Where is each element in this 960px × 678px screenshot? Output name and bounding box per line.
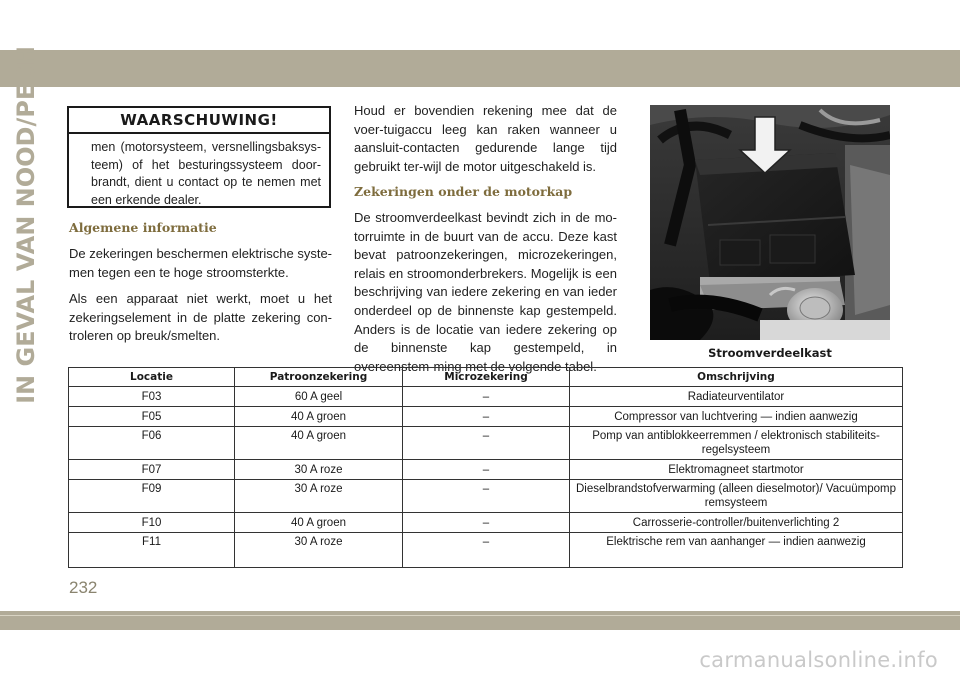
- cell-micro-fuse: –: [403, 387, 570, 407]
- cell-micro-fuse: –: [403, 480, 570, 513]
- table-row: [69, 513, 903, 533]
- photo-caption: Stroomverdeelkast: [708, 346, 832, 360]
- cell-description: Elektromagneet startmotor: [570, 460, 903, 480]
- table-row: [69, 460, 903, 480]
- cell-location: F07: [69, 460, 235, 480]
- table-row: [69, 533, 903, 568]
- cell-location: F09: [69, 480, 235, 513]
- table-row: [69, 480, 903, 513]
- cell-cartridge-fuse: 30 A roze: [235, 460, 403, 480]
- cell-location: F03: [69, 387, 235, 407]
- cell-micro-fuse: –: [403, 513, 570, 533]
- cell-description: Radiateurventilator: [570, 387, 903, 407]
- paragraph-general-2: Als een apparaat niet werkt, moet u het zekeringselement in de platte zekering con-troleren op breuk/smelten.: [69, 291, 332, 344]
- header-locatie: Locatie: [69, 368, 235, 387]
- cell-location: F06: [69, 427, 235, 460]
- cell-cartridge-fuse: 40 A groen: [235, 407, 403, 427]
- paragraph-under-hood: De stroomverdeelkast bevindt zich in de mo-torruimte in de buurt van de accu. Deze kast bevat patroonzekeringen, microzekeringen, relais en stroomonderbrekers. Mogelijk is een beschrijving van iedere zekering en van ieder onderdeel op de binnenste kap gestempeld. Anders is de locatie van iedere zekering op de binnenste kap gestempeld, in overeenstem-ming met de volgende tabel.: [354, 210, 617, 374]
- engine-bay-illustration: [650, 105, 890, 340]
- chapter-title-text: IN GEVAL VAN NOOD/PECH: [12, 46, 41, 404]
- page-number: 232: [69, 578, 98, 597]
- fuse-box-photo: [650, 105, 890, 340]
- table-row: [69, 407, 903, 427]
- cell-micro-fuse: –: [403, 407, 570, 427]
- heading-under-hood: Zekeringen onder de motorkap: [354, 184, 573, 199]
- cell-description: Elektrische rem van aanhanger — indien aanwezig: [570, 533, 903, 568]
- bottom-decor-band: [0, 611, 960, 630]
- header-omschrijving: Omschrijving: [570, 368, 903, 387]
- header-microzekering: Microzekering: [403, 368, 570, 387]
- chapter-side-title: [5, 46, 47, 404]
- warning-text: men (motorsysteem, versnellingsbaksys-teem) of het besturingssysteem door-brandt, dient u contact op te nemen met een erkende dealer.: [91, 140, 321, 207]
- cell-micro-fuse: –: [403, 460, 570, 480]
- cell-cartridge-fuse: 40 A groen: [235, 427, 403, 460]
- fuse-table: [68, 367, 903, 568]
- cell-location: F05: [69, 407, 235, 427]
- cell-micro-fuse: –: [403, 533, 570, 568]
- cell-description: Dieselbrandstofverwarming (alleen dieselmotor)/ Vacuümpomp remsysteem: [570, 480, 903, 513]
- cell-micro-fuse: –: [403, 427, 570, 460]
- warning-box: [67, 106, 331, 208]
- table-row: [69, 387, 903, 407]
- paragraph-general-1: De zekeringen beschermen elektrische syste-men tegen een te hoge stroomsterkte.: [69, 246, 333, 280]
- cell-description: Carrosserie-controller/buitenverlichting 2: [570, 513, 903, 533]
- cell-cartridge-fuse: 30 A roze: [235, 533, 403, 568]
- cell-cartridge-fuse: 60 A geel: [235, 387, 403, 407]
- warning-title: WAARSCHUWING!: [69, 108, 329, 134]
- cell-description: Pomp van antiblokkeerremmen / elektronisch stabiliteits-regelsysteem: [570, 427, 903, 460]
- cell-description: Compressor van luchtvering — indien aanwezig: [570, 407, 903, 427]
- header-patroonzekering: Patroonzekering: [235, 368, 403, 387]
- cell-location: F10: [69, 513, 235, 533]
- top-decor-band: [0, 50, 960, 87]
- paragraph-column2-1: Houd er bovendien rekening mee dat de voer-tuigaccu leeg kan raken wanneer u aansluit-contacten gedurende lange tijd gebruikt ter-wijl de motor uitgeschakeld is.: [354, 103, 617, 174]
- cell-location: F11: [69, 533, 235, 568]
- heading-general: Algemene informatie: [69, 220, 217, 235]
- watermark-text: carmanualsonline.info: [699, 648, 938, 672]
- table-header-row: [69, 368, 903, 387]
- table-row: [69, 427, 903, 460]
- cell-cartridge-fuse: 40 A groen: [235, 513, 403, 533]
- cell-cartridge-fuse: 30 A roze: [235, 480, 403, 513]
